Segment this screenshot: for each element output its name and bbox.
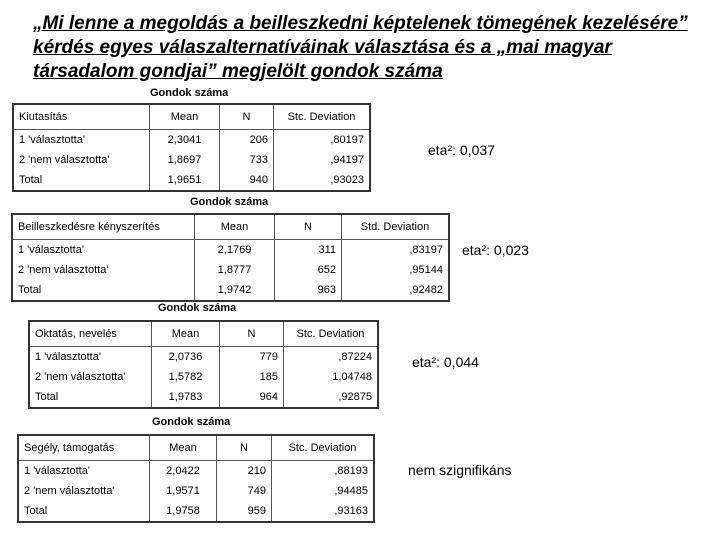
cell-value: 940 [220, 170, 274, 191]
cell-value: 964 [220, 387, 284, 408]
row-label: 2 'nem választotta' [12, 260, 195, 280]
cell-value: 1,04748 [284, 367, 379, 387]
cell-value: 2,1769 [195, 240, 275, 261]
column-header: N [275, 214, 342, 240]
row-label: 2 'nem választotta' [13, 150, 150, 170]
table-header-row [12, 214, 449, 240]
cell-value: 311 [275, 240, 342, 261]
cell-value: 210 [217, 461, 272, 482]
eta-squared-note: nem szignifikáns [408, 462, 512, 478]
column-header: Kiutasítás [13, 104, 150, 130]
row-label: Total [13, 170, 150, 191]
stats-table [11, 213, 450, 302]
title-line: „Mi lenne a megoldás a beilleszkedni képtelenek tömegének kezelésére” [33, 13, 688, 34]
cell-value: 206 [220, 130, 274, 151]
cell-value: ,94197 [274, 150, 371, 170]
cell-value: 1,9742 [195, 280, 275, 301]
column-header: Stc. Deviation [284, 321, 379, 347]
cell-value: ,93023 [274, 170, 371, 191]
column-header: Mean [195, 214, 275, 240]
row-label: 1 'választotta' [29, 347, 152, 368]
row-label: Total [18, 501, 150, 522]
row-label: Total [29, 387, 152, 408]
column-header: N [220, 321, 284, 347]
table-title: Gondok száma [150, 87, 229, 99]
table-row [13, 150, 370, 170]
cell-value: 1,8777 [195, 260, 275, 280]
column-header: Oktatás, nevelés [29, 321, 152, 347]
stats-table [17, 434, 375, 523]
table-row [12, 260, 449, 280]
cell-value: 2,0422 [150, 461, 217, 482]
column-header: N [220, 104, 274, 130]
cell-value: 1,9758 [150, 501, 217, 522]
title-line: kérdés egyes válaszalternatíváinak választása és a „mai magyar [33, 37, 612, 58]
cell-value: ,94485 [272, 481, 375, 501]
cell-value: ,93163 [272, 501, 375, 522]
column-header: Segély, támogatás [18, 435, 150, 461]
cell-value: 1,9651 [150, 170, 220, 191]
table-row [29, 387, 378, 408]
table-title: Gondok száma [152, 416, 231, 428]
row-label: 1 'választotta' [13, 130, 150, 151]
cell-value: 1,5782 [152, 367, 220, 387]
cell-value: ,83197 [342, 240, 450, 261]
cell-value: ,87224 [284, 347, 379, 368]
table-header-row [18, 435, 374, 461]
table-row [29, 367, 378, 387]
column-header: Stc. Deviation [272, 435, 375, 461]
cell-value: 749 [217, 481, 272, 501]
column-header: Mean [150, 104, 220, 130]
column-header: Stc. Deviation [274, 104, 371, 130]
table-row [18, 461, 374, 482]
eta-squared-note: eta²: 0,023 [462, 242, 529, 258]
eta-squared-note: eta²: 0,044 [412, 354, 479, 370]
title-line: társadalom gondjai” megjelölt gondok száma [33, 61, 443, 82]
column-header: Mean [152, 321, 220, 347]
cell-value: 733 [220, 150, 274, 170]
column-header: Mean [150, 435, 217, 461]
cell-value: 2,0736 [152, 347, 220, 368]
cell-value: 959 [217, 501, 272, 522]
row-label: 1 'választotta' [18, 461, 150, 482]
cell-value: 2,3041 [150, 130, 220, 151]
table-row [18, 481, 374, 501]
slide-title [33, 12, 720, 84]
row-label: 2 'nem választotta' [18, 481, 150, 501]
table-row [12, 240, 449, 261]
row-label: 1 'választotta' [12, 240, 195, 261]
cell-value: ,95144 [342, 260, 450, 280]
cell-value: ,92875 [284, 387, 379, 408]
cell-value: 185 [220, 367, 284, 387]
table-row [29, 347, 378, 368]
table-row [13, 170, 370, 191]
table-row [18, 501, 374, 522]
cell-value: ,92482 [342, 280, 450, 301]
cell-value: ,88193 [272, 461, 375, 482]
table-title: Gondok száma [158, 302, 237, 314]
stats-table [12, 103, 371, 192]
table-row [12, 280, 449, 301]
cell-value: 1,8697 [150, 150, 220, 170]
table-title: Gondok száma [190, 196, 269, 208]
cell-value: 652 [275, 260, 342, 280]
column-header: Beilleszkedésre kényszerítés [12, 214, 195, 240]
cell-value: 1,9783 [152, 387, 220, 408]
cell-value: ,80197 [274, 130, 371, 151]
table-header-row [29, 321, 378, 347]
column-header: N [217, 435, 272, 461]
eta-squared-note: eta²: 0,037 [428, 142, 495, 158]
cell-value: 1,9571 [150, 481, 217, 501]
stats-table [28, 320, 379, 409]
table-header-row [13, 104, 370, 130]
column-header: Std. Deviation [342, 214, 450, 240]
cell-value: 963 [275, 280, 342, 301]
row-label: Total [12, 280, 195, 301]
row-label: 2 'nem választotta' [29, 367, 152, 387]
cell-value: 779 [220, 347, 284, 368]
table-row [13, 130, 370, 151]
